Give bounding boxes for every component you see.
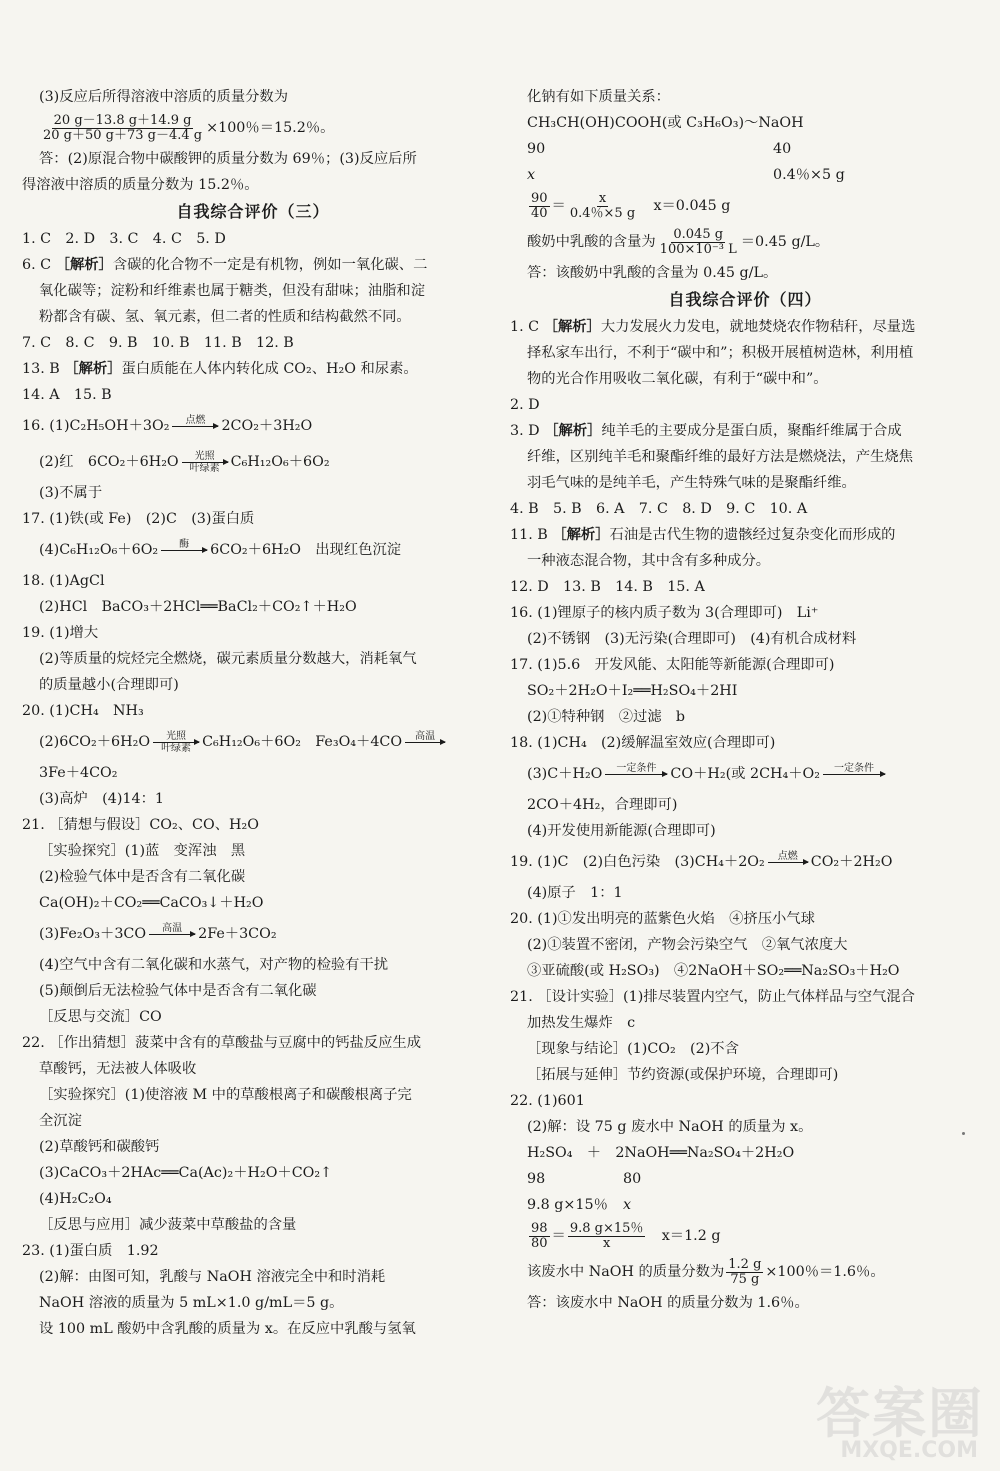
text-line: (2)等质量的烷烃完全燃烧，碳元素质量分数越大，消耗氧气 <box>39 651 417 667</box>
text-line: 羽毛气味的是纯羊毛，产生特殊气味的是聚酯纤维。 <box>527 475 856 491</box>
answer-line: 14. A 15. B <box>22 387 112 403</box>
text-line: 物的光合作用吸收二氧化碳，有利于“碳中和”。 <box>527 371 828 387</box>
text-line: (2)检验气体中是否含有二氧化碳 <box>39 869 246 885</box>
text-line: 9.8 g×15％ x <box>527 1197 632 1213</box>
text-line: (4)原子 1：1 <box>527 885 623 901</box>
text-line: (3)CaCO₃＋2HAc══Ca(Ac)₂＋H₂O＋CO₂↑ <box>39 1165 333 1181</box>
text-line: (2)解：由图可知，乳酸与 NaOH 溶液完全中和时消耗 <box>39 1269 386 1285</box>
text-line: ［实验探究］(1)蓝 变浑浊 黑 <box>39 843 246 859</box>
answer-line: 16. (1)锂原子的核内质子数为 3(合理即可) Li⁺ <box>510 605 819 621</box>
answer-line: 17. (1)铁(或 Fe) (2)C (3)蛋白质 <box>22 511 255 527</box>
answer-line: 23. (1)蛋白质 1.92 <box>22 1243 159 1259</box>
answer-line: 21. ［猜想与假设］CO₂、CO、H₂O <box>22 817 259 833</box>
reaction-arrow: 酶 <box>161 539 207 562</box>
answer-line: 12. D 13. B 14. B 15. A <box>510 579 705 595</box>
answer-line: 21. ［设计实验］(1)排尽装置内空气，防止气体样品与空气混合 <box>510 989 915 1005</box>
text-line: Ca(OH)₂＋CO₂══CaCO₃↓＋H₂O <box>39 895 264 911</box>
text-line: (3)反应后所得溶液中溶质的质量分数为 <box>39 89 288 105</box>
text-line: 答：该废水中 NaOH 的质量分数为 1.6％。 <box>527 1295 809 1311</box>
equation-line: 16. (1)C₂H₅OH＋3O₂ 点燃 2CO₂＋3H₂O <box>22 408 484 444</box>
text-line: CH₃CH(OH)COOH(或 C₃H₆O₃)～NaOH <box>527 115 804 131</box>
section-title: 自我综合评价（三） <box>176 202 330 221</box>
answer-line: 22. ［作出猜想］菠菜中含有的草酸盐与豆腐中的钙盐反应生成 <box>22 1035 421 1051</box>
equation-line: (4)C₆H₁₂O₆＋6O₂ 酶 6CO₂＋6H₂O 出现红色沉淀 <box>22 532 484 568</box>
text-line: (2)不锈钢 (3)无污染(合理即可) (4)有机合成材料 <box>527 631 857 647</box>
formula-line: $\frac{98}{80}$ ＝ $\frac{9.8 g\times 15\%}{x}$ x＝1.2 g <box>531 1220 721 1251</box>
text-line: 一种液态混合物，其中含有多种成分。 <box>527 553 771 569</box>
fraction: $\frac{x}{0.4\%\times 5 g}$ <box>569 190 636 221</box>
equation-line: (2)红 6CO₂＋6H₂O 光照 叶绿素 C₆H₁₂O₆＋6O₂ <box>39 450 330 474</box>
fraction: $\frac{1.2 g}{75 g}$ <box>728 1256 762 1287</box>
left-column <box>22 84 484 1342</box>
reaction-arrow: 一定条件 <box>605 763 667 786</box>
text-line: (3)不属于 <box>39 485 103 501</box>
watermark-url: MXQE.COM <box>840 1438 978 1463</box>
text-line: 90 40 <box>527 141 792 157</box>
fraction: $\frac{90}{40}$ <box>531 190 548 221</box>
fraction: $\frac{98}{80}$ <box>531 1220 548 1251</box>
fraction: $\frac{9.8 g\times 15\%}{x}$ <box>569 1220 644 1251</box>
text-line: 的质量越小(合理即可) <box>39 677 179 693</box>
answer-line: 6. C ［解析］含碳的化合物不一定是有机物，例如一氧化碳、二 <box>22 257 428 273</box>
text-line: (2)①装置不密闭，产物会污染空气 ②氧气浓度大 <box>527 937 848 953</box>
text-line: 草酸钙，无法被人体吸收 <box>39 1061 197 1077</box>
text-line: ［实验探究］(1)使溶液 M 中的草酸根离子和碳酸根离子完 <box>39 1087 412 1103</box>
answer-line: 7. C 8. C 9. B 10. B 11. B 12. B <box>22 335 294 351</box>
text-line: (2)HCl BaCO₃＋2HCl══BaCl₂＋CO₂↑＋H₂O <box>39 599 357 615</box>
answer-line: 11. B ［解析］石油是古代生物的遗骸经过复杂变化而形成的 <box>510 527 896 543</box>
watermark-logo <box>802 1371 992 1463</box>
text-line: 2CO＋4H₂，合理即可) <box>527 797 678 813</box>
answer-line: 18. (1)CH₄ (2)缓解温室效应(合理即可) <box>510 735 776 751</box>
text-line: NaOH 溶液的质量为 5 mL×1.0 g/mL＝5 g。 <box>39 1295 344 1311</box>
answer-line: 1. C ［解析］大力发展火力发电，就地焚烧农作物秸秆，尽量选 <box>510 319 916 335</box>
answer-line: 20. (1)CH₄ NH₃ <box>22 703 144 719</box>
text-line: ③亚硫酸(或 H₂SO₃) ④2NaOH＋SO₂══Na₂SO₃＋H₂O <box>527 963 900 979</box>
text-line: (3)高炉 (4)14：1 <box>39 791 164 807</box>
answer-line: 20. (1)①发出明亮的蓝紫色火焰 ④挤压小气球 <box>510 911 815 927</box>
text-line: (5)颠倒后无法检验气体中是否含有二氧化碳 <box>39 983 317 999</box>
text-line: 化钠有如下质量关系： <box>527 89 670 105</box>
text-line: ［拓展与延伸］节约资源(或保护环境，合理即可) <box>527 1067 839 1083</box>
formula-line: $\frac{90}{40}$ ＝ $\frac{x}{0.4\%\times 5 g}$ x＝0.045 g <box>531 190 731 221</box>
text-line: SO₂＋2H₂O＋I₂══H₂SO₄＋2HI <box>527 683 738 699</box>
text-line: ［现象与结论］(1)CO₂ (2)不含 <box>527 1041 739 1057</box>
text-line: (4)H₂C₂O₄ <box>39 1191 112 1207</box>
text-line: 择私家车出行，不利于“碳中和”；积极开展植树造林，利用植 <box>527 345 914 361</box>
formula-line: 酸奶中乳酸的含量为 $\frac{0.045 g}{\text{100×10⁻³ L}}$ ＝0.45 g/L。 <box>527 226 830 257</box>
reaction-arrow: 点燃 <box>768 851 808 874</box>
reaction-arrow: 一定条件 <box>823 763 885 786</box>
equation-line: 19. (1)C (2)白色污染 (3)CH₄＋2O₂ 点燃 CO₂＋2H₂O <box>510 844 980 880</box>
text-line: (4)空气中含有二氧化碳和水蒸气，对产物的检验有干扰 <box>39 957 389 973</box>
formula-line: 该废水中 NaOH 的质量分数为 $\frac{1.2 g}{75 g}$ ×100％＝1.6％。 <box>527 1256 885 1287</box>
answer-line: 2. D <box>510 397 540 413</box>
reaction-arrow: 光照 叶绿素 <box>182 451 228 474</box>
text-line: 全沉淀 <box>39 1113 82 1129</box>
text-line: 3Fe＋4CO₂ <box>39 765 118 781</box>
answer-line: 1. C 2. D 3. C 4. C 5. D <box>22 231 226 247</box>
reaction-arrow: 高温 <box>405 731 445 754</box>
reaction-arrow: 光照 叶绿素 <box>153 731 199 754</box>
text-line: (2)解：设 75 g 废水中 NaOH 的质量为 x。 <box>527 1119 813 1135</box>
text-line: 得溶液中溶质的质量分数为 15.2％。 <box>22 177 259 193</box>
text-line: 设 100 mL 酸奶中含乳酸的质量为 x。在反应中乳酸与氢氧 <box>39 1321 416 1337</box>
text-line: 纤维，区别纯羊毛和聚酯纤维的最好方法是燃烧法，产生烧焦 <box>527 449 914 465</box>
answer-line: 17. (1)5.6 开发风能、太阳能等新能源(合理即可) <box>510 657 835 673</box>
fraction: $\frac{0.045 g}{\text{100×10⁻³ L}}$ <box>659 226 737 257</box>
text-line: 答：(2)原混合物中碳酸钾的质量分数为 69％；(3)反应后所 <box>39 151 417 167</box>
text-line: 粉都含有碳、氢、氧元素，但二者的性质和结构截然不同。 <box>39 309 411 325</box>
text-line: 答：该酸奶中乳酸的含量为 0.45 g/L。 <box>527 265 778 281</box>
text-line: 氧化碳等；淀粉和纤维素也属于糖类，但没有甜味；油脂和淀 <box>39 283 426 299</box>
text-line: x 0.4％×5 g <box>527 167 845 183</box>
equation-line: (3)Fe₂O₃＋3CO 高温 2Fe＋3CO₂ <box>22 916 484 952</box>
right-column <box>510 84 980 1316</box>
text-line: 加热发生爆炸 c <box>527 1015 636 1031</box>
text-line: 98 80 <box>527 1171 642 1187</box>
text-line: (2)草酸钙和碳酸钙 <box>39 1139 160 1155</box>
answer-line: 19. (1)增大 <box>22 625 99 641</box>
equation-line: (2)6CO₂＋6H₂O 光照 叶绿素 C₆H₁₂O₆＋6O₂ Fe₃O₄＋4CO 高温 <box>22 724 484 760</box>
answer-line: 22. (1)601 <box>510 1093 585 1109</box>
reaction-arrow: 点燃 <box>172 415 218 438</box>
section-title: 自我综合评价（四） <box>668 290 822 309</box>
text-line: ［反思与应用］减少菠菜中草酸盐的含量 <box>39 1217 297 1233</box>
answer-line: 18. (1)AgCl <box>22 573 105 589</box>
equation-line: (3)C＋H₂O 一定条件 CO＋H₂(或 2CH₄＋O₂ 一定条件 <box>510 756 980 792</box>
fraction: $\frac{20 g-13.8 g+14.9 g}{20 g+50 g+73 g-4.4 g}$ <box>43 112 203 143</box>
answer-line: 3. D ［解析］纯羊毛的主要成分是蛋白质，聚酯纤维属于合成 <box>510 423 902 439</box>
speck <box>962 1132 965 1135</box>
answer-line: 13. B ［解析］蛋白质能在人体内转化成 CO₂、H₂O 和尿素。 <box>22 361 418 377</box>
text-line: ［反思与交流］CO <box>39 1009 162 1025</box>
text-line: H₂SO₄ ＋ 2NaOH══Na₂SO₄＋2H₂O <box>527 1145 795 1161</box>
reaction-arrow: 高温 <box>149 923 195 946</box>
answer-line: 4. B 5. B 6. A 7. C 8. D 9. C 10. A <box>510 501 808 517</box>
text-line: (2)①特种钢 ②过滤 b <box>527 709 686 725</box>
text-line: (4)开发使用新能源(合理即可) <box>527 823 716 839</box>
formula-line: $\frac{20 g-13.8 g+14.9 g}{20 g+50 g+73 g-4.4 g}$ ×100％＝15.2％。 <box>43 112 335 143</box>
watermark-text: 答案圈 <box>816 1382 984 1445</box>
